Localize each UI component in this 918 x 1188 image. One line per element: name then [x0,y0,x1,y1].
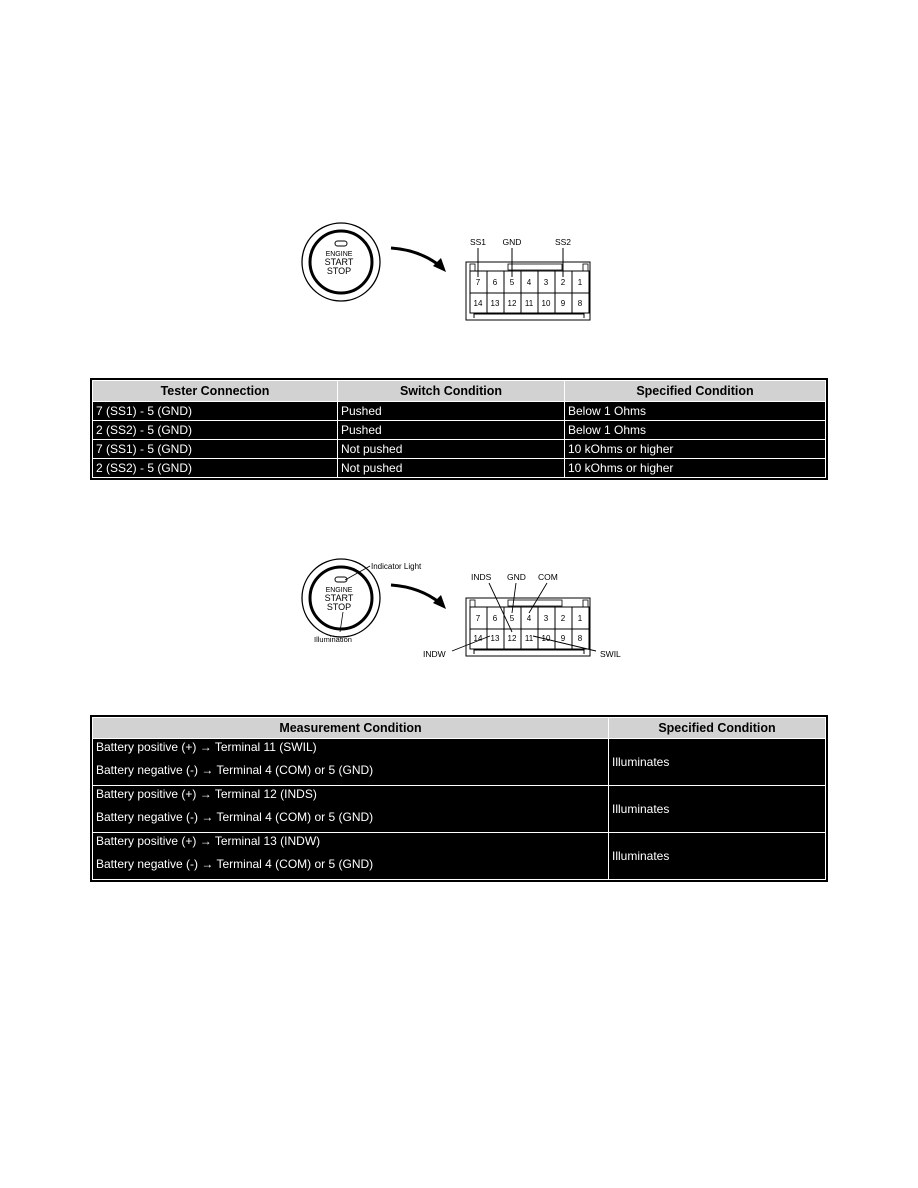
table-row [93,402,826,421]
cell-measurement-condition [93,833,609,880]
cell-specified-condition: Illuminates [609,739,826,786]
pin-label: 1 [577,614,583,623]
cell-switch-condition: Pushed [338,402,565,421]
pin-label: 4 [526,614,532,623]
table-header-row [93,718,826,739]
condition-line-positive: Battery positive (+) → Terminal 13 (INDW) [96,834,321,848]
condition-line-positive: Battery positive (+) → Terminal 11 (SWIL) [96,740,317,754]
pin-label: 7 [475,278,481,287]
column-header: Tester Connection [93,381,338,402]
pin-label: 6 [492,278,498,287]
arrow-icon [391,248,446,272]
indicator-light-label: Indicator Light [371,562,422,571]
column-header: Switch Condition [338,381,565,402]
terminal-label-com: COM [538,572,558,582]
table-2 [92,717,826,880]
pin-label: 8 [577,299,583,308]
pin-label: 8 [577,634,583,643]
cell-specified-condition: Illuminates [609,786,826,833]
pin-label: 4 [526,278,532,287]
button-text-stop: STOP [326,266,352,276]
pin-label: 6 [492,614,498,623]
cell-tester-connection: 7 (SS1) - 5 (GND) [93,402,338,421]
engine-start-button-icon [302,559,422,644]
pin-label: 2 [560,278,566,287]
pin-label: 10 [541,299,551,308]
pin-label: 13 [490,299,500,308]
pin-label: 7 [475,614,481,623]
cell-specified-condition: Below 1 Ohms [565,421,826,440]
cell-specified-condition: Below 1 Ohms [565,402,826,421]
cell-specified-condition: Illuminates [609,833,826,880]
table-1 [92,380,826,478]
pin-label: 2 [560,614,566,623]
table-header-row [93,381,826,402]
pin-label: 3 [543,614,549,623]
pin-label: 11 [524,299,534,308]
pin-label: 12 [507,634,517,643]
cell-specified-condition: 10 kOhms or higher [565,459,826,478]
arrow-icon [391,585,446,609]
terminal-label-ss2: SS2 [554,237,572,247]
engine-start-button-icon [302,223,380,301]
tester-connection-table [90,378,828,480]
connector-diagram [466,237,590,320]
pin-label: 14 [473,634,483,643]
cell-switch-condition: Not pushed [338,440,565,459]
pin-label: 3 [543,278,549,287]
terminal-label-indw: INDW [423,649,446,659]
pin-label: 12 [507,299,517,308]
illumination-label: Illumination [314,635,352,644]
terminal-label-swil: SWIL [600,649,621,659]
pin-label: 13 [490,634,500,643]
table-row [93,786,826,833]
button-text-start: START [324,593,354,603]
terminal-label-gnd: GND [502,237,522,247]
cell-tester-connection: 7 (SS1) - 5 (GND) [93,440,338,459]
cell-specified-condition: 10 kOhms or higher [565,440,826,459]
condition-line-positive: Battery positive (+) → Terminal 12 (INDS) [96,787,317,801]
cell-switch-condition: Pushed [338,421,565,440]
pin-label: 5 [509,614,515,623]
pin-label: 9 [560,634,566,643]
table-row [93,833,826,880]
terminal-label-inds: INDS [471,572,492,582]
terminal-label-gnd: GND [507,572,526,582]
condition-line-negative: Battery negative (-) → Terminal 4 (COM) or 5 (GND) [96,857,374,871]
table-row [93,739,826,786]
button-text-stop: STOP [326,602,352,612]
button-text-engine: ENGINE [325,251,353,258]
cell-tester-connection: 2 (SS2) - 5 (GND) [93,421,338,440]
condition-line-negative: Battery negative (-) → Terminal 4 (COM) or 5 (GND) [96,763,374,777]
pin-label: 11 [524,634,534,643]
pin-label: 14 [473,299,483,308]
connector-diagram [423,572,621,659]
measurement-condition-table [90,715,828,882]
table-row [93,459,826,478]
column-header: Measurement Condition [93,718,609,739]
terminal-label-ss1: SS1 [469,237,487,247]
column-header: Specified Condition [565,381,826,402]
cell-switch-condition: Not pushed [338,459,565,478]
switch-terminal-figure-1 [290,215,620,330]
condition-line-negative: Battery negative (-) → Terminal 4 (COM) or 5 (GND) [96,810,374,824]
pin-label: 5 [509,278,515,287]
pin-label: 9 [560,299,566,308]
pin-label: 10 [541,634,551,643]
switch-terminal-figure-2 [290,550,630,665]
cell-measurement-condition [93,786,609,833]
cell-measurement-condition [93,739,609,786]
button-text-start: START [324,257,354,267]
column-header: Specified Condition [609,718,826,739]
cell-tester-connection: 2 (SS2) - 5 (GND) [93,459,338,478]
button-text-engine: ENGINE [325,587,353,594]
table-row [93,421,826,440]
table-row [93,440,826,459]
pin-label: 1 [577,278,583,287]
